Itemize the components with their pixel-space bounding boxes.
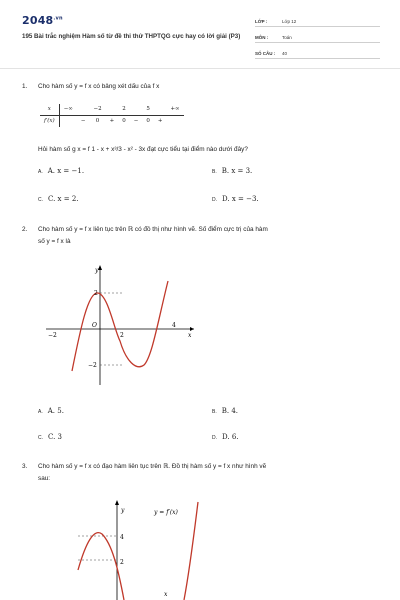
x-arrow-icon [190, 327, 194, 331]
x-label: x [164, 591, 168, 598]
meta-row-count [255, 48, 380, 59]
x-label: x [188, 332, 192, 339]
y-label: y [121, 507, 125, 514]
option-value: B. x = 3. [221, 167, 253, 175]
table-cell: −∞ [59, 104, 77, 116]
table-cell: 0 [122, 118, 126, 124]
function-graph-2 [40, 261, 200, 391]
table-cell: − [133, 118, 139, 124]
option-a[interactable] [38, 407, 64, 417]
question-text-line-1: Cho hàm số y = f x có đạo hàm liên tục trên ℝ. Đồ thị hàm số y = f x như hình vẽ [38, 463, 267, 470]
logo-text: 2048 [22, 14, 54, 27]
y-arrow-icon [98, 265, 102, 270]
option-key: A. [38, 409, 43, 415]
tick-label: −2 [48, 332, 57, 339]
option-key: C. [38, 435, 43, 441]
option-key: A. [38, 169, 43, 175]
option-value: D. 6. [222, 433, 239, 441]
option-b[interactable] [212, 407, 238, 417]
option-key: D. [212, 435, 217, 441]
meta-key: LỚP : [255, 18, 268, 24]
option-value: A. x = −1. [47, 167, 85, 175]
question-number: 1. [22, 83, 28, 90]
table-cell: +∞ [166, 104, 183, 116]
sign-table [40, 104, 184, 127]
curve-right [184, 502, 198, 600]
tick-label: −2 [88, 362, 97, 369]
option-d[interactable] [212, 433, 239, 443]
meta-value: 40 [282, 50, 288, 56]
question-text: Hỏi hàm số g x = f 1 - x + x³/3 - x² - 3x đạt cực tiểu tại điểm nào dưới đây? [38, 146, 248, 153]
tick-label: 4 [172, 322, 176, 329]
origin-label: O [92, 322, 97, 329]
question-2 [22, 225, 382, 455]
header [0, 0, 400, 68]
header-divider [0, 68, 400, 69]
question-1 [22, 82, 382, 202]
option-key: D. [212, 197, 217, 203]
question-number: 3. [22, 463, 28, 470]
option-a[interactable] [38, 167, 84, 177]
meta-row-subject [255, 32, 380, 43]
y-arrow-icon [115, 500, 119, 505]
function-graph-3 [72, 498, 222, 600]
option-value: B. 4. [221, 407, 239, 415]
table-cell: + [157, 118, 163, 124]
document-title: 195 Bài trắc nghiệm Hàm số từ đề thi thử THPTQG cực hay có lời giải (P3) [22, 33, 241, 40]
table-cell: 0 [95, 118, 100, 124]
option-d[interactable] [212, 195, 259, 205]
option-key: B. [212, 409, 217, 415]
table-cell: + [109, 118, 115, 124]
question-intro: Cho hàm số y = f x có bảng xét dấu của f x [38, 83, 160, 90]
table-label-x: x [40, 104, 59, 116]
option-value: C. x = 2. [48, 195, 79, 203]
table-cell: 2 [118, 104, 130, 116]
option-key: B. [212, 169, 217, 175]
table-label-fprime: f′(x) [40, 116, 59, 128]
question-3 [22, 462, 382, 600]
table-cell: − [80, 118, 86, 124]
tick-label: 2 [120, 559, 124, 566]
option-c[interactable] [38, 195, 79, 205]
meta-info [255, 16, 380, 64]
logo-suffix: .vn [53, 15, 63, 22]
option-key: C. [38, 197, 43, 203]
option-c[interactable] [38, 433, 62, 443]
option-value: D. x = −3. [222, 195, 259, 203]
question-number: 2. [22, 226, 28, 233]
tick-label: 4 [120, 534, 124, 541]
tick-label: 2 [94, 290, 98, 297]
meta-key: SỐ CÂU : [255, 50, 276, 56]
meta-value: Toán [282, 34, 292, 40]
question-text-line-2: sau: [38, 475, 51, 482]
meta-key: MÔN : [255, 34, 269, 40]
meta-row-class [255, 16, 380, 27]
table-cell: 0 [146, 118, 150, 124]
table-cell: −2 [90, 104, 106, 116]
tick-label: 2 [120, 332, 124, 339]
option-value: A. 5. [47, 407, 64, 415]
curve-label: y = f′(x) [154, 509, 178, 516]
curve [72, 281, 168, 371]
table-cell: 5 [142, 104, 154, 116]
option-value: C. 3 [48, 433, 63, 441]
question-text-line-1: Cho hàm số y = f x liên tục trên ℝ có đồ thị như hình vẽ. Số điểm cực trị của hàm [38, 226, 268, 233]
y-label: y [95, 267, 99, 274]
site-logo[interactable] [22, 14, 63, 27]
meta-value: Lớp 12 [282, 18, 297, 24]
question-text-line-2: số y = f x là [38, 238, 71, 245]
option-b[interactable] [212, 167, 252, 177]
